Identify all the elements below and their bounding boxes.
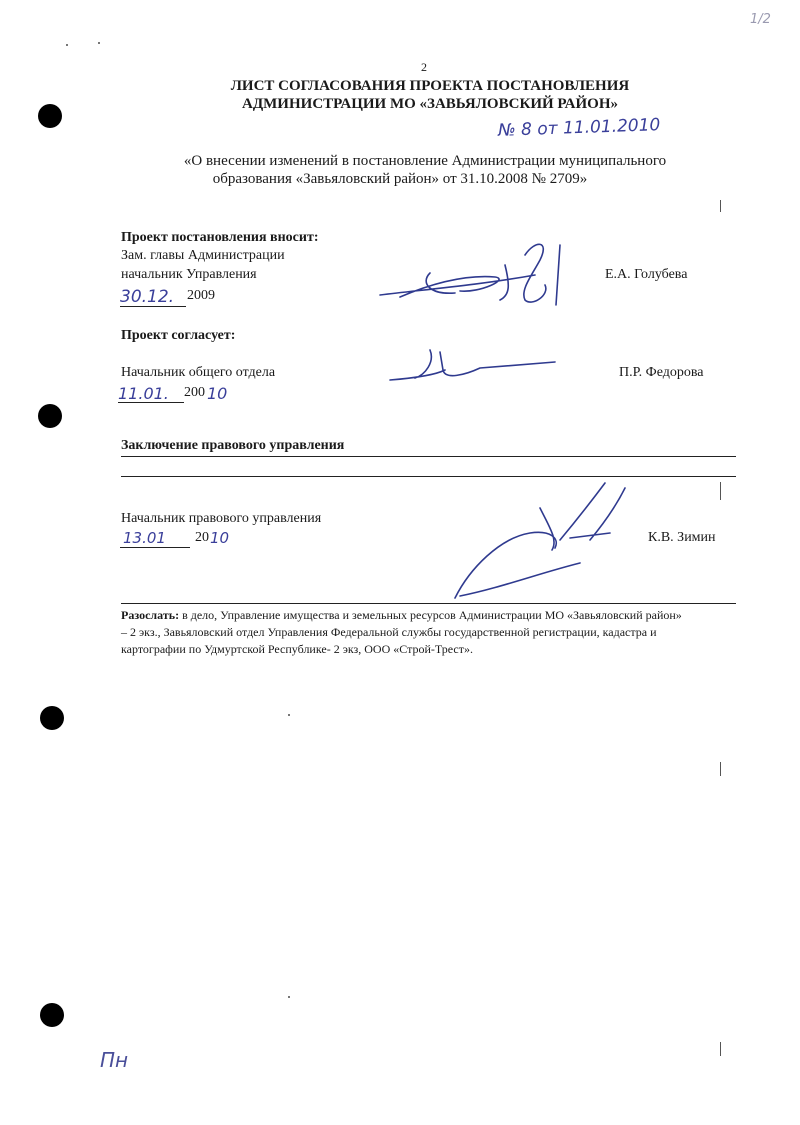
scan-tick — [720, 200, 721, 212]
blank-rule — [121, 476, 736, 477]
approver-heading: Проект согласует: — [121, 328, 236, 343]
legal-heading: Заключение правового управления — [121, 438, 345, 453]
introducer-position-line2: начальник Управления — [121, 267, 257, 282]
introducer-position-line1: Зам. главы Администрации — [121, 248, 285, 263]
distribution-line2: – 2 экз., Завьяловский отдел Управления Федеральной службы государственной регистрации, кадастра и — [121, 625, 657, 639]
signature-golubeva — [360, 235, 600, 315]
distribution-text: в дело, Управление имущества и земельных ресурсов Администрации МО «Завьяловский район» — [179, 608, 682, 622]
page-number: 2 — [421, 60, 427, 74]
legal-date-correction: 10 — [210, 529, 230, 547]
punch-hole — [40, 706, 64, 730]
approver-date-printed: 200 — [184, 385, 205, 400]
signature-zimin — [440, 478, 670, 608]
distribution-line3: картографии по Удмуртской Республике- 2 экз, ООО «Строй-Трест». — [121, 642, 473, 656]
introducer-date-printed: 2009 — [187, 288, 215, 303]
handwritten-reference: № 8 от 11.01.2010 — [497, 115, 661, 141]
date-underline — [120, 547, 190, 548]
approver-date-handwritten: 11.01. — [118, 384, 169, 403]
initials-mark: Пн — [100, 1048, 129, 1072]
legal-position: Начальник правового управления — [121, 511, 322, 526]
approver-position: Начальник общего отдела — [121, 365, 276, 380]
approver-date-correction: 10 — [207, 384, 228, 403]
approver-name: П.Р. Федорова — [619, 365, 704, 380]
distribution-label: Разослать: — [121, 608, 180, 622]
distribution-line1 — [121, 608, 682, 623]
scan-speck — [288, 714, 290, 716]
punch-hole — [38, 404, 62, 428]
scan-speck — [288, 996, 290, 998]
date-underline — [118, 402, 184, 403]
introducer-date-handwritten: 30.12. — [120, 287, 175, 307]
corner-mark: 1/2 — [750, 12, 771, 27]
introducer-name: Е.А. Голубева — [605, 267, 688, 282]
scan-tick — [720, 762, 721, 776]
page-title-line2: АДМИНИСТРАЦИИ МО «ЗАВЬЯЛОВСКИЙ РАЙОН» — [242, 96, 618, 112]
page-title-line1: ЛИСТ СОГЛАСОВАНИЯ ПРОЕКТА ПОСТАНОВЛЕНИЯ — [230, 78, 630, 94]
legal-name: К.В. Зимин — [648, 530, 716, 545]
scan-speck — [98, 42, 100, 44]
heading-rule — [121, 456, 736, 457]
scan-tick — [720, 1042, 721, 1056]
legal-date-handwritten: 13.01 — [123, 529, 166, 547]
signature-fedorova — [385, 340, 565, 390]
legal-date-printed: 20 — [195, 530, 209, 545]
subject-line1: «О внесении изменений в постановление Администрации муниципального — [183, 153, 667, 169]
punch-hole — [40, 1003, 64, 1027]
subject-line2: образования «Завьяловский район» от 31.10.2008 № 2709» — [212, 171, 588, 187]
date-underline — [120, 306, 186, 307]
introducer-heading: Проект постановления вносит: — [121, 230, 319, 245]
distribution-rule — [121, 603, 736, 604]
scan-tick — [720, 482, 721, 500]
scan-speck — [66, 44, 68, 46]
